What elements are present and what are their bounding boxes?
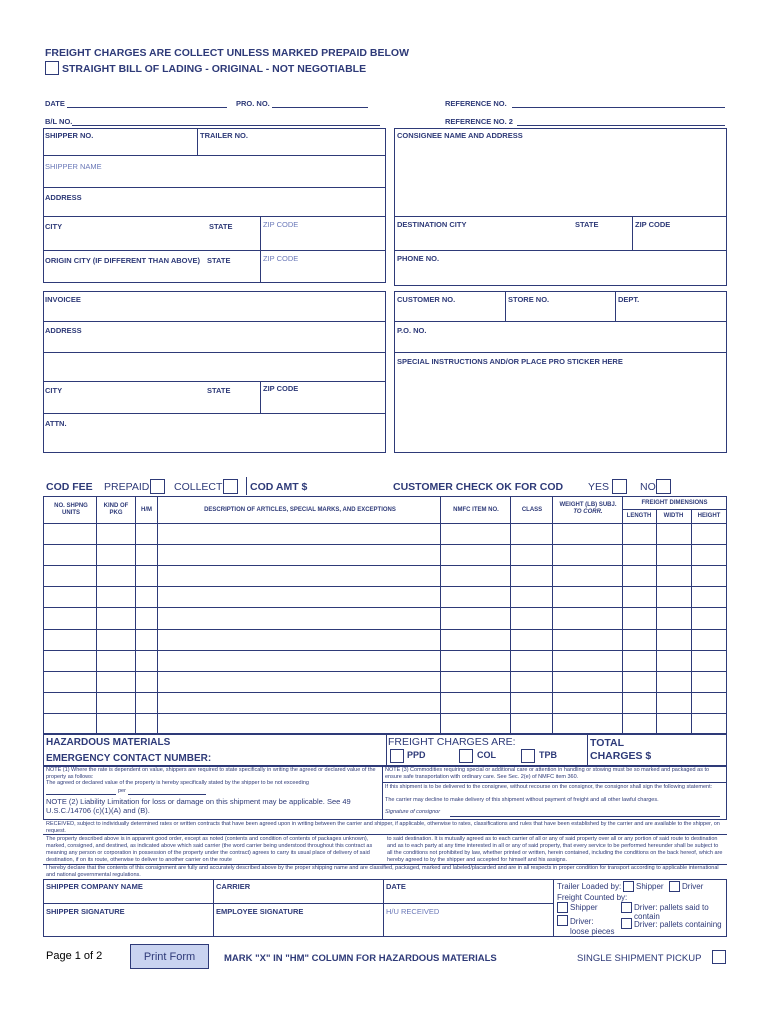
check-ok-label: CUSTOMER CHECK OK FOR COD: [393, 481, 564, 493]
employee-signature-label: EMPLOYEE SIGNATURE: [216, 907, 304, 916]
po-no-label: P.O. NO.: [397, 326, 427, 335]
note3-text: NOTE (3) Commodities requiring special or additional care or attention in handling or stowing must be so marked and packaged as to ensure safe transportation with ordinary care. See Sec. 2(e) of NMFC item 360.: [385, 767, 710, 780]
loaded-shipper-checkbox[interactable]: [623, 881, 634, 892]
per-label: per: [118, 788, 126, 794]
mark-x-instruction: MARK "X" IN "HM" COLUMN FOR HAZARDOUS MATERIALS: [224, 953, 497, 964]
table-row-divider: [43, 629, 727, 630]
prepaid-label: PREPAID: [104, 481, 150, 493]
cod-collect-checkbox[interactable]: [223, 479, 238, 494]
cod-prepaid-checkbox[interactable]: [150, 479, 165, 494]
consignor-statement: If this shipment is to be delivered to the consignee, without recourse on the consignor, the consignor shall sign the following statement:: [385, 784, 713, 790]
col-checkbox[interactable]: [459, 749, 473, 763]
attn-label: ATTN.: [45, 419, 67, 428]
table-row-divider: [43, 565, 727, 566]
received-text: RECEIVED, subject to individually determined rates or written contracts that have been agreed upon in writing between the carrier and shipper, if applicable, otherwise to rates, classifications and rules that have been established by the carrier and are available to the shipper, on request.: [46, 821, 720, 834]
declared-value-field[interactable]: [46, 794, 116, 795]
table-row-divider: [43, 586, 727, 587]
counted-shipper-label: Shipper: [570, 903, 598, 912]
shipper-address-label: ADDRESS: [45, 193, 82, 202]
consignor-signature-label: Signature of consignor: [385, 809, 441, 815]
counted-driver-pallets-checkbox[interactable]: [621, 902, 632, 913]
shipper-name-label: SHIPPER NAME: [45, 162, 102, 171]
col-length-header: LENGTH: [626, 513, 652, 519]
total-label: TOTAL: [590, 737, 625, 749]
col-dims-header: FREIGHT DIMENSIONS: [641, 500, 708, 506]
cod-amount-label: COD AMT $: [250, 481, 308, 493]
shipper-signature-label: SHIPPER SIGNATURE: [46, 907, 125, 916]
ppd-label: PPD: [407, 750, 426, 760]
declaration-text: I hereby declare that the contents of this consignment are fully and accurately described above by the proper shipping name and are classified, packaged, marked and labeled/placarded and are in all respects in proper condition for transport according to applicable international and national governmental regulations.: [46, 865, 719, 878]
single-shipment-checkbox[interactable]: [712, 950, 726, 964]
invoicee-city-label: CITY: [45, 386, 63, 395]
counted-shipper-checkbox[interactable]: [557, 902, 568, 913]
ppd-checkbox[interactable]: [390, 749, 404, 763]
no-label: NO: [640, 481, 656, 493]
hazmat-title: HAZARDOUS MATERIALS: [46, 737, 171, 748]
property-terms-left: The property described above is in apparent good order, except as noted (contents and condition of contents of packages unknown), marked, consigned, and destined, as indicated above which said carrier (the word carrier being understood throughout this contract as meaning any person or corporation in possession of the property under the contract) agrees to carry its usual place of delivery of said destination, if on its route, otherwise to deliver to another carrier on the route: [46, 836, 373, 863]
col-units-header: NO. SHPNG UNITS: [54, 503, 88, 516]
print-form-button[interactable]: Print Form: [130, 944, 209, 969]
loaded-shipper-label: Shipper: [636, 882, 664, 891]
date-field[interactable]: [67, 107, 227, 108]
shipper-no-label: SHIPPER NO.: [45, 131, 94, 140]
tpb-checkbox[interactable]: [521, 749, 535, 763]
pro-no-label: PRO. NO.: [236, 99, 270, 108]
freight-counted-label: Freight Counted by:: [557, 893, 628, 902]
bl-no-label: B/L NO.: [45, 117, 73, 126]
trailer-loaded-label: Trailer Loaded by:: [557, 882, 622, 891]
dest-city-label: DESTINATION CITY: [397, 220, 467, 229]
driver-pallets-containing-label: Driver: pallets containing: [634, 920, 722, 929]
table-row-divider: [43, 692, 727, 693]
consignor-signature-field[interactable]: [450, 816, 720, 817]
consignee-label: CONSIGNEE NAME AND ADDRESS: [397, 131, 523, 140]
reference-no2-label: REFERENCE NO. 2: [445, 117, 513, 126]
yes-label: YES: [588, 481, 610, 493]
note1b-text: The agreed or declared value of the property is hereby specifically stated by the shipper to be not exceeding: [46, 780, 309, 786]
original-checkbox[interactable]: [45, 61, 59, 75]
driver-pallets-containing-checkbox[interactable]: [621, 918, 632, 929]
origin-state-label: STATE: [207, 256, 231, 265]
shipper-state-label: STATE: [209, 222, 233, 231]
table-row-divider: [43, 544, 727, 545]
phone-label: PHONE NO.: [397, 254, 440, 263]
tpb-label: TPB: [539, 750, 557, 760]
per-field[interactable]: [128, 794, 206, 795]
counted-driver-checkbox[interactable]: [557, 915, 568, 926]
col-width-header: WIDTH: [663, 513, 684, 519]
reference-no2-field[interactable]: [517, 125, 725, 126]
single-shipment-label: SINGLE SHIPMENT PICKUP: [577, 953, 702, 964]
cod-fee-label: COD FEE: [46, 481, 93, 493]
loose-pieces-label: loose pieces: [570, 927, 615, 936]
table-row-divider: [43, 650, 727, 651]
origin-zip-label: ZIP CODE: [263, 254, 299, 263]
col-weight-header2: TO CORR.: [573, 509, 603, 515]
col-label: COL: [477, 750, 496, 760]
col-nmfc-header: NMFC ITEM NO.: [453, 507, 499, 513]
pro-no-field[interactable]: [272, 107, 368, 108]
invoicee-label: INVOICEE: [45, 295, 81, 304]
page-indicator: Page 1 of 2: [46, 950, 103, 962]
shipper-zip-label: ZIP CODE: [263, 220, 299, 229]
col-kind-header: KIND OF PKG: [103, 503, 129, 516]
col-desc-header: DESCRIPTION OF ARTICLES, SPECIAL MARKS, AND EXCEPTIONS: [204, 507, 396, 513]
note1-text: NOTE (1) Where the rate is dependent on value, shippers are required to state specifically in writing the agreed or declared value of the property as follows:: [46, 767, 376, 780]
table-row-divider: [43, 713, 727, 714]
bl-no-field[interactable]: [72, 125, 380, 126]
emergency-contact-label: EMERGENCY CONTACT NUMBER:: [46, 753, 212, 764]
special-instructions-label: SPECIAL INSTRUCTIONS AND/OR PLACE PRO STICKER HERE: [397, 357, 623, 366]
driver-label: Driver:: [570, 917, 594, 926]
col-class-header: CLASS: [521, 507, 543, 513]
loaded-driver-label: Driver: [682, 882, 704, 891]
freight-collect-heading: FREIGHT CHARGES ARE COLLECT UNLESS MARKED PREPAID BELOW: [45, 47, 410, 59]
dest-zip-label: ZIP CODE: [635, 220, 671, 229]
shipper-city-label: CITY: [45, 222, 63, 231]
sign-date-label: DATE: [386, 882, 406, 891]
invoicee-section: [43, 291, 386, 453]
note2-text: NOTE (2) Liability Limitation for loss or damage on this shipment may be applicable. See 49 U.S.C./14706 (c)(1)(A) and (B).: [46, 797, 351, 815]
dept-label: DEPT.: [618, 295, 640, 304]
origin-city-label: ORIGIN CITY (IF DIFFERENT THAN ABOVE): [45, 256, 200, 265]
loaded-driver-checkbox[interactable]: [669, 881, 680, 892]
reference-no-label: REFERENCE NO.: [445, 99, 507, 108]
check-ok-yes-checkbox[interactable]: [612, 479, 627, 494]
shipper-company-label: SHIPPER COMPANY NAME: [46, 882, 143, 891]
invoicee-state-label: STATE: [207, 386, 231, 395]
hu-received-label: H/U RECEIVED: [386, 907, 440, 916]
carrier-decline-text: The carrier may decline to make delivery of this shipment without payment of freight and all other lawful charges.: [385, 797, 659, 803]
consignee-section: [394, 128, 727, 286]
table-row-divider: [43, 607, 727, 608]
customer-section: [394, 291, 727, 453]
table-row-divider: [43, 671, 727, 672]
dest-state-label: STATE: [575, 220, 599, 229]
store-no-label: STORE NO.: [508, 295, 550, 304]
collect-label: COLLECT: [174, 481, 223, 493]
reference-no-field[interactable]: [512, 107, 725, 108]
col-height-header: HEIGHT: [697, 513, 721, 519]
date-label: DATE: [45, 99, 65, 108]
items-table: [43, 496, 727, 734]
col-weight-header: WEIGHT (LB) SUBJ.: [559, 502, 617, 508]
driver-pallets-label: Driver: pallets said to contain: [634, 903, 709, 921]
invoicee-zip-label: ZIP CODE: [263, 384, 299, 393]
freight-charges-label: FREIGHT CHARGES ARE:: [388, 736, 516, 748]
charges-label: CHARGES $: [590, 750, 652, 762]
check-ok-no-checkbox[interactable]: [656, 479, 671, 494]
customer-no-label: CUSTOMER NO.: [397, 295, 456, 304]
trailer-no-label: TRAILER NO.: [200, 131, 248, 140]
invoicee-address-label: ADDRESS: [45, 326, 82, 335]
bill-title: STRAIGHT BILL OF LADING - ORIGINAL - NOT NEGOTIABLE: [62, 63, 367, 75]
carrier-label: CARRIER: [216, 882, 251, 891]
property-terms-right: to said destination. It is mutually agreed as to each carrier of all or any of said property over all or any portion of said route to destination and as to each party at any time interested in all or any of said property, that every service to be performed hereunder shall be subject to all the conditions not prohibited by law, whether printed or written, herein contained, including the conditions on the back hereof, which are hereby agreed to by the shipper and accepted for himself and his assigns.: [387, 836, 723, 863]
col-hm-header: H/M: [141, 507, 152, 513]
